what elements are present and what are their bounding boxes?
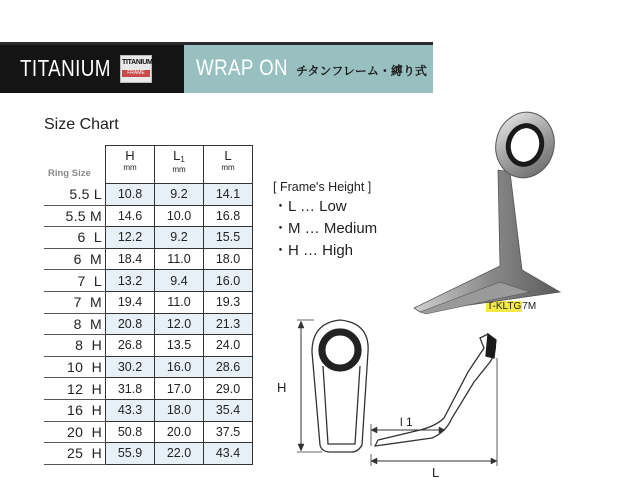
ring-size-cell: 8 H [44,335,106,357]
l1-value-cell: 9.4 [155,270,204,292]
dim-label-h: H [277,380,287,395]
legend-item-high: ・H … High [273,242,354,259]
l1-value-cell: 11.0 [155,248,204,270]
l-value-cell: 19.3 [204,291,253,313]
ring-size-cell: 12 H [44,378,106,400]
col-l1-sub: 1 [180,155,185,164]
ring-size-label: Ring Size [48,168,91,179]
l-value-cell: 21.3 [204,313,253,335]
l-value-cell: 16.0 [204,270,253,292]
h-value-cell: 43.3 [106,399,155,421]
side-view-drawing [371,334,497,466]
brand-title: TITANIUM [20,55,111,81]
l-value-cell: 18.0 [204,248,253,270]
front-view-drawing [297,320,368,452]
ring-size-cell: 25 H [44,443,106,465]
ring-size-cell: 10 H [44,356,106,378]
l1-value-cell: 17.0 [155,378,204,400]
dim-label-l: L [432,465,440,480]
l-value-cell: 16.8 [204,205,253,227]
legend-item-low: ・L … Low [273,198,347,215]
product-photo-guide [414,106,562,314]
l1-value-cell: 11.0 [155,291,204,313]
l1-value-cell: 20.0 [155,421,204,443]
l1-value-cell: 22.0 [155,443,204,465]
h-value-cell: 10.8 [106,184,155,206]
h-value-cell: 18.4 [106,248,155,270]
ring-size-cell: 7 M [44,291,106,313]
legend-item-medium: ・M … Medium [273,220,378,237]
l-value-cell: 28.6 [204,356,253,378]
model-prefix: T-KLTG [487,301,522,312]
ring-size-cell: 7 L [44,270,106,292]
ring-size-cell: 5.5 M [44,205,106,227]
col-l1-unit: mm [172,165,186,174]
logo-line-1: TITANIUM [122,59,153,66]
ring-size-cell: 16 H [44,399,106,421]
l-value-cell: 15.5 [204,227,253,249]
h-value-cell: 26.8 [106,335,155,357]
l-value-cell: 35.4 [204,399,253,421]
col-l-name: L [224,148,232,163]
h-value-cell: 12.2 [106,227,155,249]
l1-value-cell: 10.0 [155,205,204,227]
dim-label-l1: l 1 [400,415,413,429]
l1-value-cell: 9.2 [155,184,204,206]
h-value-cell: 50.8 [106,421,155,443]
col-h-unit: mm [123,163,137,172]
ring-size-cell: 5.5 L [44,184,106,206]
size-chart-title: Size Chart [44,116,119,133]
l1-value-cell: 9.2 [155,227,204,249]
ring-size-cell: 6 M [44,248,106,270]
h-value-cell: 31.8 [106,378,155,400]
l-value-cell: 24.0 [204,335,253,357]
h-value-cell: 20.8 [106,313,155,335]
model-suffix: 7M [522,301,537,312]
legend-caption: [ Frame's Height ] [273,180,372,194]
logo-line-2: FRAME [122,70,150,77]
l-value-cell: 29.0 [204,378,253,400]
l-value-cell: 37.5 [204,421,253,443]
l1-value-cell: 18.0 [155,399,204,421]
l-value-cell: 43.4 [204,443,253,465]
col-l-unit: mm [221,163,235,172]
h-value-cell: 30.2 [106,356,155,378]
l-value-cell: 14.1 [204,184,253,206]
h-value-cell: 19.4 [106,291,155,313]
h-value-cell: 14.6 [106,205,155,227]
l1-value-cell: 13.5 [155,335,204,357]
col-h-name: H [125,148,135,163]
l1-value-cell: 16.0 [155,356,204,378]
japanese-subtitle: チタンフレーム・縛り式 [296,64,427,78]
h-value-cell: 55.9 [106,443,155,465]
ring-size-cell: 8 M [44,313,106,335]
h-value-cell: 13.2 [106,270,155,292]
product-title: WRAP ON [196,55,288,80]
ring-size-cell: 6 L [44,227,106,249]
ring-size-cell: 20 H [44,421,106,443]
l1-value-cell: 12.0 [155,313,204,335]
col-l1-name: L [173,148,181,163]
